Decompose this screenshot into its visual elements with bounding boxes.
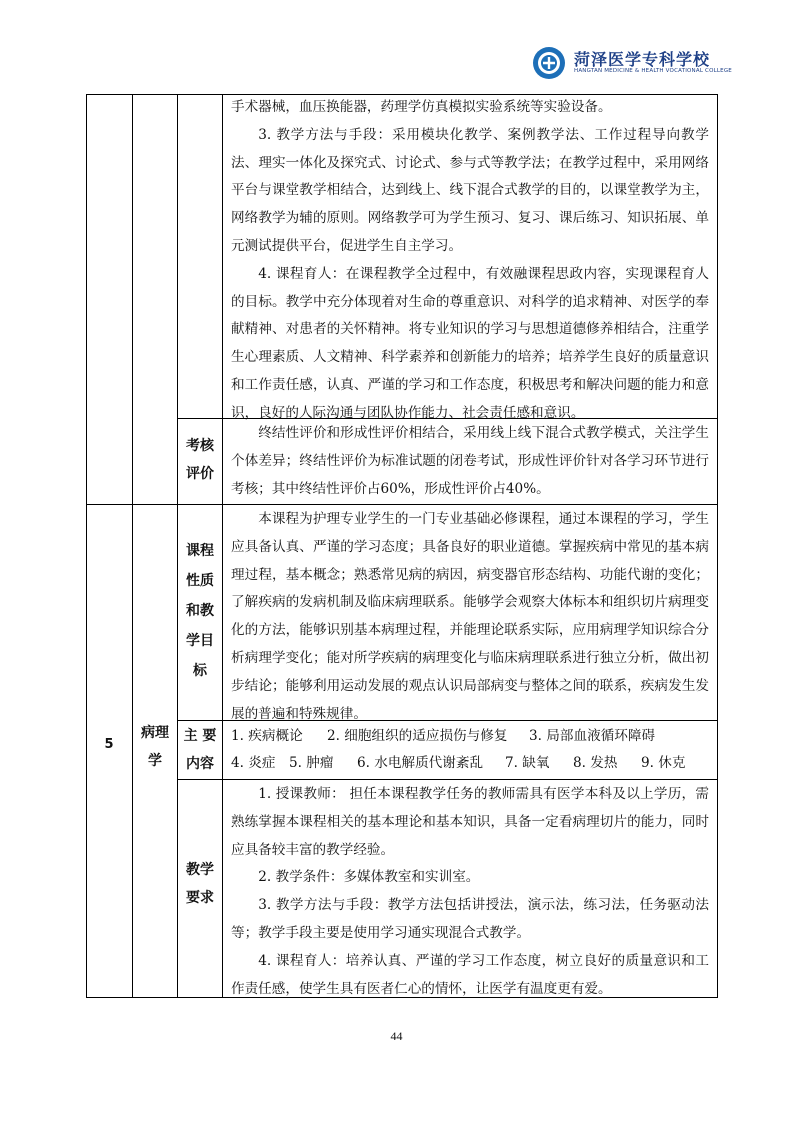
- prev-req-para-4: 4. 课程育人：在课程教学全过程中，有效融课程思政内容，实现课程育人的目标。教学中充分体现着对生命的尊重意识、对科学的追求精神、对医学的奉献精神、对患者的关怀精神。将专业知识的学习与思想道德修养相结合，注重学生心理素质、人文精神、科学素养和创新能力的培养；培养学生良好的质量意识和工作责任感，认真、严谨的学习和工作态度，积极思考和解决问题的能力和意识，良好的人际沟通与团队协作能力、社会责任感和意识。: [231, 265, 709, 421]
- college-name-cn: 菏泽医学专科学校: [574, 50, 711, 69]
- topic-item: 5. 肿瘤: [289, 755, 334, 771]
- course-name: 病理 学: [141, 725, 169, 769]
- topic-item: 6. 水电解质代谢紊乱: [357, 755, 484, 771]
- college-name-en: HANGTAN MEDICINE & HEALTH VOCATIONAL COLLEGE: [574, 68, 732, 74]
- row-divider-requirements: [177, 779, 718, 780]
- prev-req-para-1: 手术器械，血压换能器，药理学仿真模拟实验系统等实验设备。: [231, 99, 612, 115]
- content-label: 主 要 内容: [183, 728, 217, 772]
- topic-item: 8. 发热: [573, 755, 618, 771]
- course-number: 5: [104, 737, 114, 752]
- col-divider-1: [132, 94, 133, 998]
- topic-item: 2. 细胞组织的适应损伤与修复: [327, 728, 508, 744]
- assessment-label: 考核 评价: [186, 438, 214, 482]
- col-divider-3: [222, 94, 223, 998]
- topic-item: 1. 疾病概论: [231, 728, 303, 744]
- college-logo: [530, 44, 732, 82]
- row-divider-course-5: [86, 504, 718, 505]
- requirements-text: [231, 781, 709, 1003]
- req-para-4: 4. 课程育人：培养认真、严谨的学习工作态度，树立良好的质量意识和工作责任感，使学生具有医者仁心的情怀，让医学有温度更有爱。: [231, 952, 709, 997]
- req-para-3: 3. 教学方法与手段：教学方法包括讲授法，演示法，练习法，任务驱动法等；教学手段主要是使用学习通实现混合式教学。: [231, 897, 709, 941]
- course-table: [86, 94, 718, 998]
- prev-requirements-text: [231, 94, 709, 428]
- req-para-1: 1. 授课教师： 担任本课程教学任务的教师需具有医学本科及以上学历，需熟练掌握本课程相关的基本理论和基本知识，具备一定看病理切片的能力，同时应具备较丰富的教学经验。: [231, 786, 709, 858]
- topic-item: 4. 炎症: [231, 755, 276, 771]
- requirements-label: 教学 要求: [186, 862, 214, 906]
- college-emblem-icon: [532, 46, 566, 80]
- topic-item: 7. 缺氧: [505, 755, 550, 771]
- content-topics: [231, 723, 709, 777]
- goals-text: 本课程为护理专业学生的一门专业基础必修课程，通过本课程的学习，学生应具备认真、严谨的学习态度；具备良好的职业道德。掌握疾病中常见的基本病理过程，基本概念；熟悉常见病的病因，病变器官形态结构、功能代谢的变化；了解疾病的发病机制及临床病理联系。能够学会观察大体标本和组织切片病理变化的方法，能够识别基本病理过程，并能理论联系实际，应用病理学知识综合分析病理学变化；能对所学疾病的病理变化与临床病理联系进行独立分析，做出初步结论；能够利用运动发展的观点认识局部病变与整体之间的联系，疾病发生发展的普遍和特殊规律。: [231, 511, 709, 722]
- req-para-2: 2. 教学条件：多媒体教室和实训室。: [258, 869, 480, 886]
- table-right-border: [717, 94, 718, 998]
- prev-req-para-3: 3. 教学方法与手段：采用模块化教学、案例教学法、工作过程导向教学法、理实一体化及探究式、讨论式、参与式等教学法；在教学过程中，采用网络平台与课堂教学相结合，达到线上、线下混合式教学的目的，以课堂教学为主，网络教学为辅的原则。网络教学可为学生预习、复习、课后练习、知识拓展、单元测试提供平台，促进学生自主学习。: [231, 126, 709, 254]
- assessment-text: 终结性评价和形成性评价相结合，采用线上线下混合式教学模式，关注学生个体差异；终结性评价为标准试题的闭卷考试，形成性评价针对各学习环节进行考核；其中终结性评价占60%，形成性评价占40%。: [231, 425, 709, 497]
- topics-row-2: [231, 750, 709, 777]
- table-left-border: [86, 94, 87, 998]
- goals-label: 课程 性质 和教 学目 标: [186, 543, 214, 679]
- page-number: 44: [390, 1029, 403, 1043]
- topic-item: 3. 局部血液循环障碍: [529, 728, 656, 744]
- topics-row-1: [231, 723, 709, 750]
- topic-item: 9. 休克: [641, 755, 686, 771]
